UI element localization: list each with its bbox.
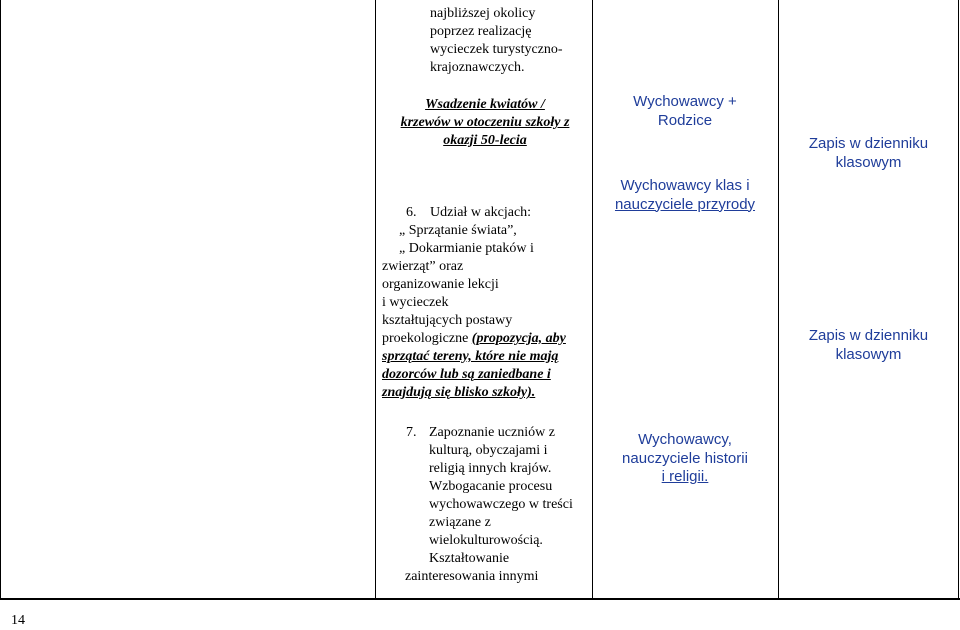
table-column-divider-1 [375,0,376,600]
task-7-responsible: Wychowawcy, nauczyciele historii i religii. [622,431,748,485]
table-bottom-border [0,598,960,600]
task-6-responsible: Wychowawcy klas i nauczyciele przyrody [614,177,756,213]
task-7-text: Zapoznanie uczniów z kulturą, obyczajami i religią innych krajów. Wzbogacanie procesu wychowawczego w treści związane z wielokulturowością. Kształtowanie [429,425,573,566]
plant-task-text: Wsadzenie kwiatów / krzewów w otoczeniu szkoły z okazji 50-lecia [400,97,570,148]
page-number: 14 [11,613,25,628]
table-right-border [958,0,959,600]
task-7-number: 7. [406,425,417,440]
task-6-number: 6. [406,205,417,220]
task-6-text: Udział w akcjach: „ Sprzątanie świata”, „ Dokarmianie ptaków i zwierząt” oraz organizowanie lekcji i wycieczek kształtujących postawy proekologiczne (propozycja, aby sprzątać tereny, które nie mają dozorców lub są zaniedbane i znajdują się blisko szkoły). [382,205,566,400]
table-column-divider-3 [778,0,779,600]
table-left-border [0,0,1,600]
plant-task-responsible: Wychowawcy + Rodzice [633,93,737,129]
task-7-text-last-line: zainteresowania innymi [405,569,539,584]
activity-text-continued: najbliższej okolicy poprzez realizację wycieczek turystyczno- krajoznawczych. [430,6,563,75]
task-6-evaluation: Zapis w dzienniku klasowym [808,327,929,363]
plant-task-evaluation: Zapis w dzienniku klasowym [808,135,929,171]
